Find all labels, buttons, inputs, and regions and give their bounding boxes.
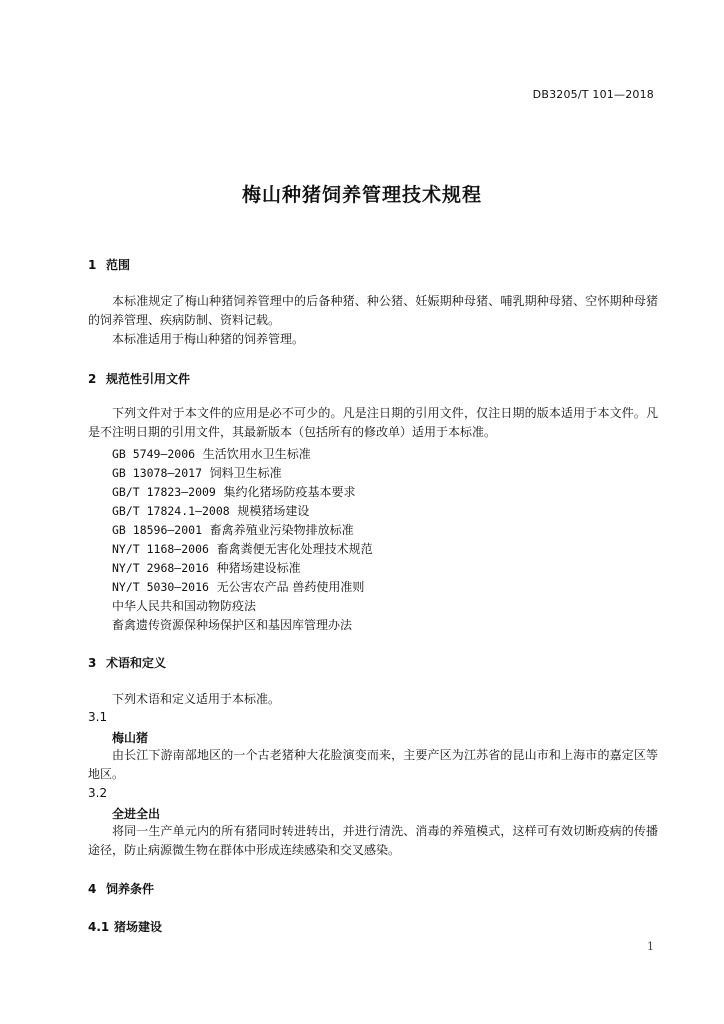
term-number: 3.1 [88,710,108,724]
reference-title: 畜禽粪便无害化处理技术规范 [216,542,373,556]
section-title: 术语和定义 [106,656,167,670]
reference-code: NY/T 5030—2016 [112,580,209,594]
section-heading-normative-references [88,370,190,387]
section-title: 范围 [106,258,131,272]
term-definition: 由长江下游南部地区的一个古老猪种大花脸演变而来，主要产区为江苏省的昆山市和上海市的嘉定区等地区。 [88,748,658,781]
reference-title: 生活饮用水卫生标准 [202,447,311,461]
section-number: 4.1 [88,920,110,934]
references-intro-paragraph: 下列文件对于本文件的应用是必不可少的。凡是注日期的引用文件，仅注日期的版本适用于本文件。凡是不注明日期的引用文件，其最新版本（包括所有的修改单）适用于本标准。 [88,406,658,439]
section-number: 4 [88,882,97,896]
reference-code: GB 5749—2006 [112,447,196,461]
reference-item [112,578,364,595]
reference-item [112,445,311,462]
section-title: 饲养条件 [106,882,155,896]
reference-item [112,464,282,481]
term-name: 全进全出 [112,807,161,821]
reference-title: 中华人民共和国动物防疫法 [112,599,257,613]
reference-item [112,521,354,538]
section-heading-terms [88,654,166,671]
reference-item [112,559,301,576]
term-name: 梅山猪 [112,731,149,745]
section-heading-feeding-conditions [88,880,154,897]
scope-paragraph-1: 本标准规定了梅山种猪饲养管理中的后备种猪、种公猪、妊娠期种母猪、哺乳期种母猪、空怀期种母猪的饲养管理、疾病防制、资料记载。 [88,294,658,327]
section-number: 2 [88,372,97,386]
document-number: DB3205/T 101—2018 [532,88,654,101]
section-title: 规范性引用文件 [106,372,191,386]
reference-item [112,540,373,557]
term-definition: 将同一生产单元内的所有猪同时转进转出，并进行清洗、消毒的养殖模式，这样可有效切断疫病的传播途径，防止病源微生物在群体中形成连续感染和交叉感染。 [88,824,658,857]
term-number: 3.2 [88,786,108,800]
reference-title: 集约化猪场防疫基本要求 [223,485,356,499]
reference-title: 规模猪场建设 [237,504,310,518]
section-heading-scope [88,256,130,273]
reference-code: NY/T 2968—2016 [112,561,209,575]
scope-paragraph-2: 本标准适用于梅山种猪的饲养管理。 [112,332,305,346]
section-number: 1 [88,258,97,272]
terms-intro-paragraph: 下列术语和定义适用于本标准。 [112,692,281,706]
reference-code: GB 13078—2017 [112,466,203,480]
subsection-heading-farm-construction [88,918,162,935]
reference-title: 畜禽遗传资源保种场保护区和基因库管理办法 [112,618,353,632]
reference-title: 种猪场建设标准 [216,561,301,575]
reference-title: 饲料卫生标准 [209,466,282,480]
reference-code: GB 18596—2001 [112,523,203,537]
page-title: 梅山种猪饲养管理技术规程 [241,184,482,206]
reference-item [112,616,352,633]
reference-item [112,483,356,500]
section-number: 3 [88,656,97,670]
reference-code: GB/T 17823—2009 [112,485,216,499]
page-number: 1 [647,940,654,953]
reference-title: 畜禽养殖业污染物排放标准 [209,523,354,537]
reference-code: GB/T 17824.1—2008 [112,504,230,518]
reference-code: NY/T 1168—2006 [112,542,209,556]
reference-title: 无公害农产品 兽药使用准则 [216,580,365,594]
reference-item [112,597,256,614]
reference-item [112,502,309,519]
section-title: 猪场建设 [114,920,163,934]
